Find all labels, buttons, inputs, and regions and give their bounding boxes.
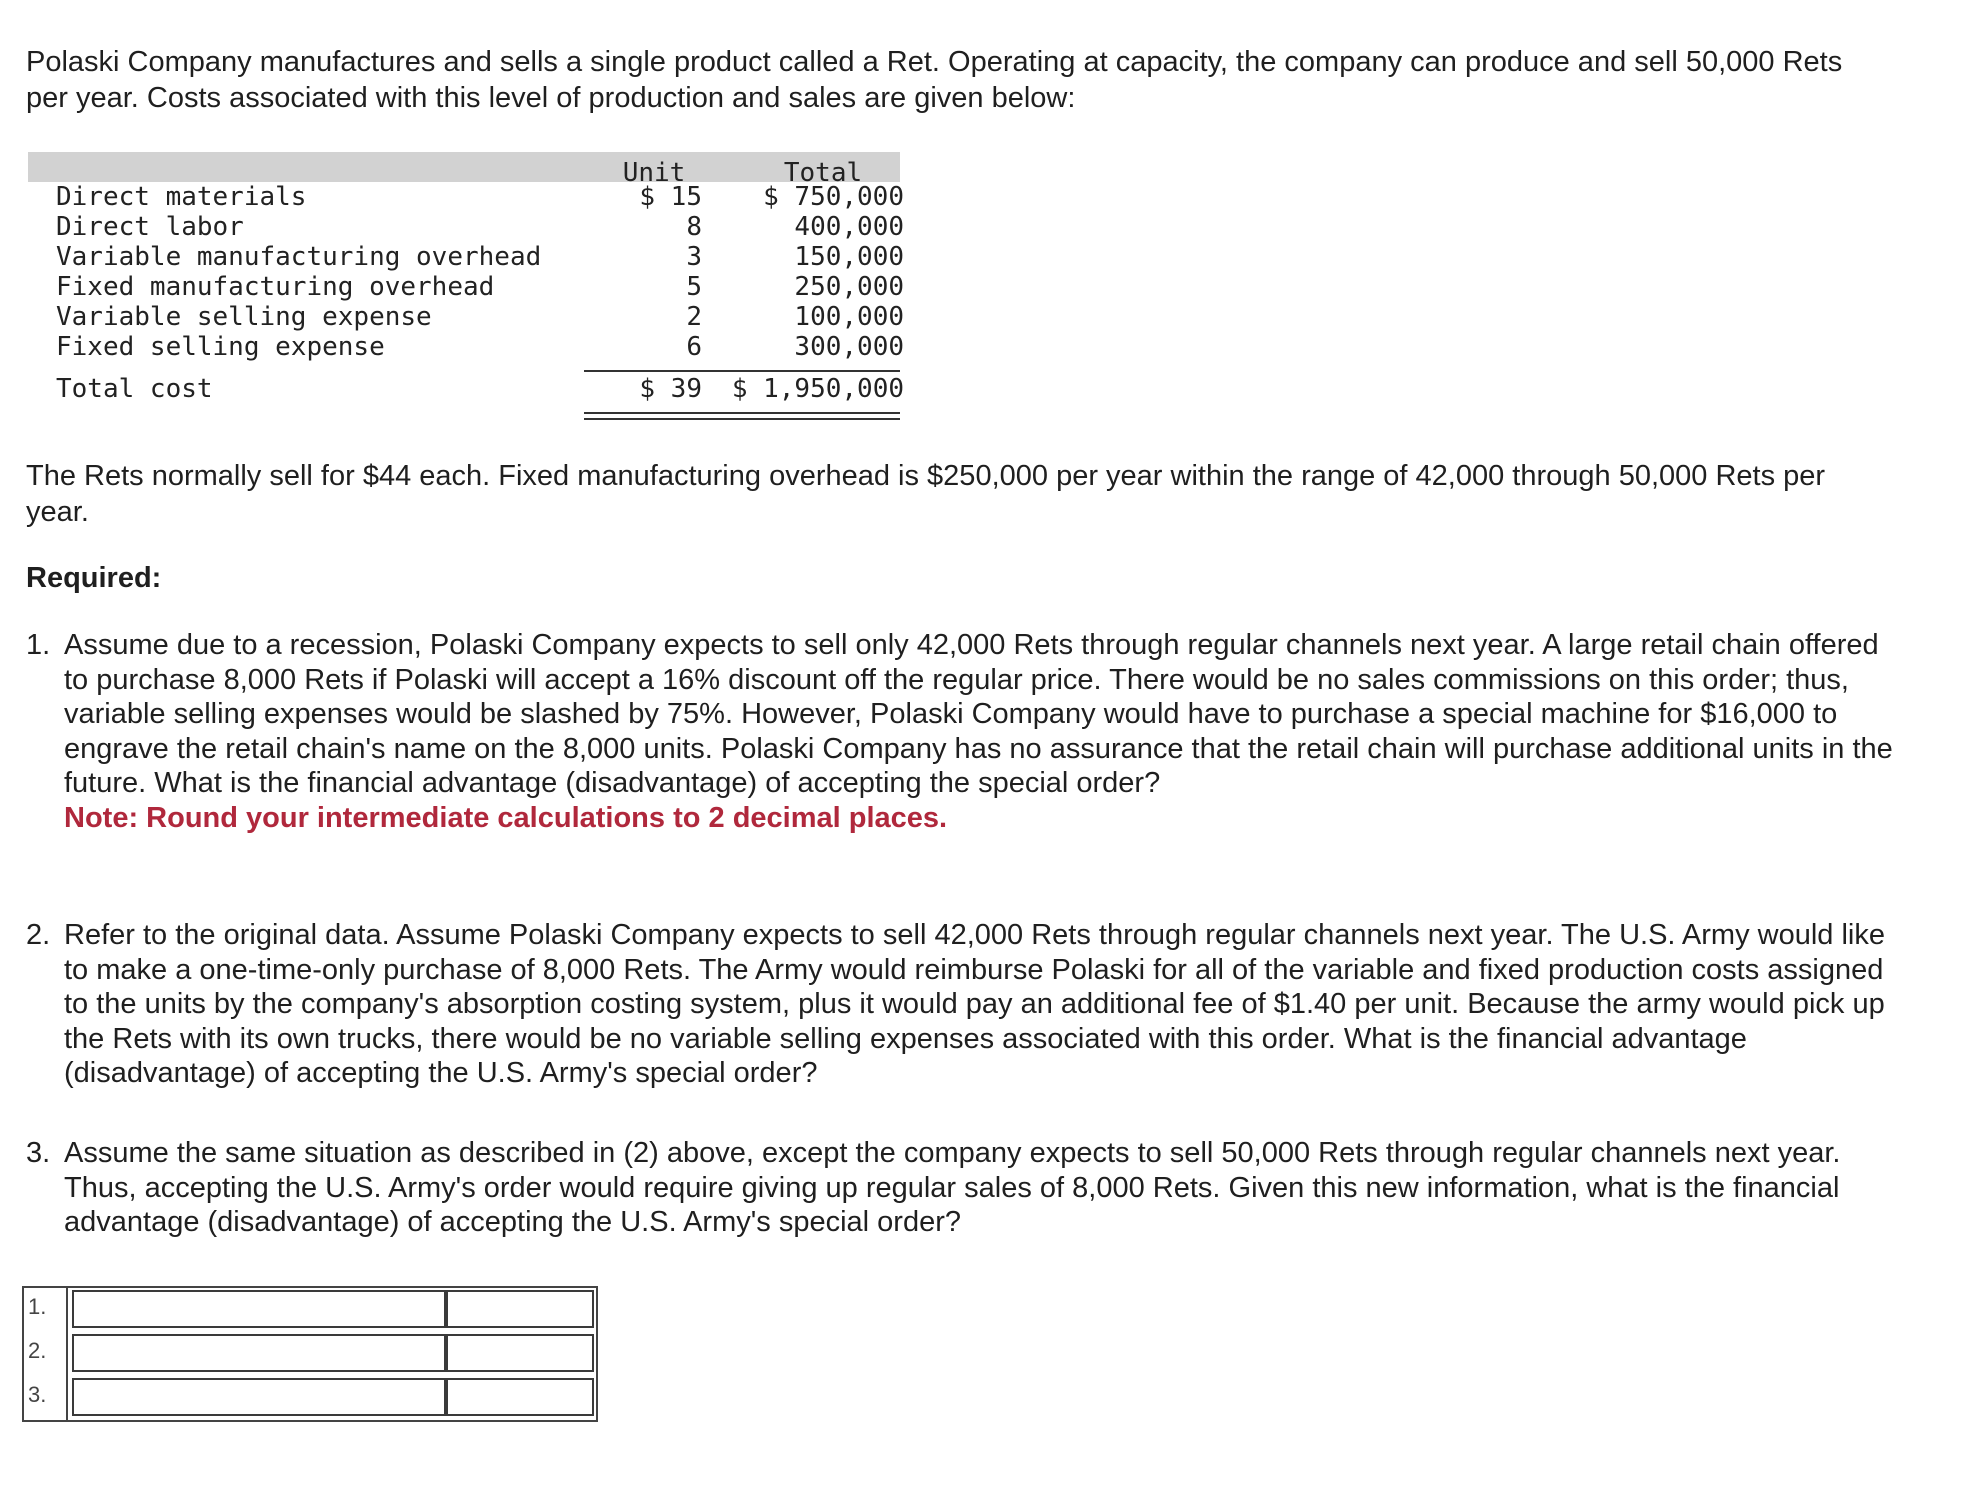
row-unit: 5 <box>686 272 702 302</box>
header-unit: Unit <box>622 158 686 188</box>
answer-1-amount-input[interactable] <box>446 1290 594 1328</box>
question-1 <box>26 628 1896 835</box>
answer-1-label-input[interactable] <box>72 1290 446 1328</box>
total-row <box>28 374 904 404</box>
answer-3-label-input[interactable] <box>72 1378 446 1416</box>
answer-3-amount-input[interactable] <box>446 1378 594 1416</box>
question-number: 3. <box>26 1137 51 1169</box>
total-label: Total cost <box>56 374 213 404</box>
question-number: 2. <box>26 919 51 951</box>
question-2 <box>26 918 1896 1091</box>
row-unit: 2 <box>686 302 702 332</box>
question-text: Assume due to a recession, Polaski Company expects to sell only 42,000 Rets through regular channels next year. A large retail chain offered to purchase 8,000 Rets if Polaski will accept a 16% discount off the regular price. There would be no sales commissions on this order; thus, variable selling expenses would be slashed by 75%. However, Polaski Company would have to purchase a special machine for $16,000 to engrave the retail chain's name on the 8,000 units. Polaski Company has no assurance that the retail chain will purchase additional units in the future. What is the financial advantage (disadvantage) of accepting the special order? <box>64 629 1893 799</box>
table-row <box>28 212 904 242</box>
question-text: Assume the same situation as described in (2) above, except the company expects to sell 50,000 Rets through regular channels next year. Thus, accepting the U.S. Army's order would require giving up regular sales of 8,000 Rets. Given this new information, what is the financial advantage (disadvantage) of accepting the U.S. Army's special order? <box>64 1137 1841 1238</box>
double-rule-top <box>584 412 900 414</box>
row-total: 150,000 <box>794 242 904 272</box>
answer-2-label-input[interactable] <box>72 1334 446 1372</box>
row-total: 250,000 <box>794 272 904 302</box>
row-label: Variable manufacturing overhead <box>56 242 542 272</box>
table-row <box>28 242 904 272</box>
row-label: Variable selling expense <box>56 302 432 332</box>
table-row <box>28 182 904 212</box>
row-label: Fixed manufacturing overhead <box>56 272 495 302</box>
intro-paragraph: Polaski Company manufactures and sells a single product called a Ret. Operating at capacity, the company can produce and sell 50,000 Rets per year. Costs associated with this level of production and sales are given below: <box>26 46 1843 114</box>
answer-number: 2. <box>28 1338 47 1363</box>
header-total: Total <box>783 158 863 188</box>
table-row <box>28 332 904 362</box>
total-amount: $ 1,950,000 <box>731 374 904 404</box>
row-total: $ 750,000 <box>763 182 904 212</box>
question-3 <box>26 1136 1896 1240</box>
answer-number: 3. <box>28 1382 47 1407</box>
row-unit: 6 <box>686 332 702 362</box>
row-label: Direct labor <box>56 212 244 242</box>
row-unit: 3 <box>686 242 702 272</box>
answer-grid <box>22 1286 598 1422</box>
answer-2-amount-input[interactable] <box>446 1334 594 1372</box>
table-row <box>28 302 904 332</box>
question-text: Refer to the original data. Assume Polaski Company expects to sell 42,000 Rets through regular channels next year. The U.S. Army would like to make a one-time-only purchase of 8,000 Rets. The Army would reimburse Polaski for all of the variable and fixed production costs assigned to the units by the company's absorption costing system, plus it would pay an additional fee of $1.40 per unit. Because the army would pick up the Rets with its own trucks, there would be no variable selling expenses associated with this order. What is the financial advantage (disadvantage) of accepting the U.S. Army's special order? <box>64 919 1885 1089</box>
price-paragraph: The Rets normally sell for $44 each. Fixed manufacturing overhead is $250,000 per year within the range of 42,000 through 50,000 Rets per year. <box>26 460 1826 528</box>
row-total: 100,000 <box>794 302 904 332</box>
row-total: 400,000 <box>794 212 904 242</box>
answer-row-2 <box>24 1332 596 1376</box>
row-label: Direct materials <box>56 182 307 212</box>
question-number: 1. <box>26 629 51 661</box>
double-rule-bottom <box>584 418 900 420</box>
rounding-note: Note: Round your intermediate calculations to 2 decimal places. <box>64 801 948 834</box>
total-unit: $ 39 <box>639 374 702 404</box>
subtotal-rule <box>584 370 900 372</box>
answer-row-1 <box>24 1288 596 1332</box>
row-unit: 8 <box>686 212 702 242</box>
table-row <box>28 272 904 302</box>
answer-number: 1. <box>28 1294 47 1319</box>
row-label: Fixed selling expense <box>56 332 385 362</box>
row-unit: $ 15 <box>639 182 702 212</box>
answer-row-3 <box>24 1376 596 1420</box>
required-heading: Required: <box>26 562 162 594</box>
row-total: 300,000 <box>794 332 904 362</box>
